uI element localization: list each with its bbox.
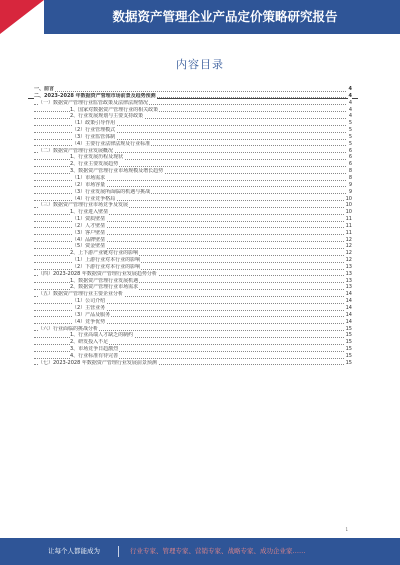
toc-entry-page: 4 (348, 106, 352, 113)
toc-entry-page: 11 (345, 222, 352, 229)
toc-entry-label: （六）行业面临的挑战分析 (38, 325, 99, 332)
toc-entry[interactable] (34, 326, 352, 333)
toc-entry-page: 15 (345, 346, 352, 353)
toc-entry-page: 9 (348, 181, 352, 188)
toc-entry-page: 15 (345, 339, 352, 346)
toc-entry[interactable] (34, 264, 352, 271)
toc-entry-page: 13 (345, 270, 352, 277)
toc-entry[interactable] (34, 209, 352, 216)
toc-entry-page: 14 (345, 311, 352, 318)
toc-entry[interactable] (34, 353, 352, 360)
toc-entry-page: 14 (345, 305, 352, 311)
toc-entry[interactable] (34, 250, 352, 257)
toc-entry[interactable] (34, 134, 352, 141)
toc-entry[interactable] (34, 168, 352, 175)
toc-entry-page: 13 (345, 277, 352, 284)
toc-entry-page: 10 (345, 202, 352, 209)
toc-entry-page: 6 (348, 147, 352, 154)
toc-entry-label: 2、行业发展规划与主要支持政策 (70, 113, 144, 120)
toc-entry-label: （2）下游行业对本行业的影响 (72, 263, 141, 270)
toc-entry-label: （四）2023-2028 年数据资产管理行业发展趋势分析 (38, 270, 157, 277)
toc-entry[interactable] (34, 216, 352, 223)
toc-entry-label: 2、研发投入不足 (70, 339, 109, 346)
toc-entry[interactable] (34, 154, 352, 161)
report-footer (0, 538, 400, 565)
brand-logo (0, 0, 44, 34)
toc-entry-page: 15 (345, 325, 352, 332)
toc-entry-page: 15 (345, 332, 352, 339)
toc-entry-label: 一、前言 (34, 86, 55, 92)
toc-entry[interactable] (34, 175, 352, 182)
toc-entry[interactable] (34, 243, 352, 250)
toc-entry[interactable] (34, 278, 352, 285)
toc-entry-label: （三）数据资产管理行业市场竞争及发展 (38, 202, 129, 209)
toc-entry-label: （2）主营业务 (72, 305, 106, 311)
footer-roles: 行业专家、管理专家、营销专家、战略专家、成功企业家…… (130, 547, 306, 555)
toc-entry[interactable] (34, 189, 352, 196)
toc-entry-page: 4 (348, 92, 352, 99)
toc-entry-page: 13 (345, 263, 352, 270)
table-of-contents (34, 86, 352, 367)
toc-entry-label: （4）行业竞争格局 (72, 195, 116, 202)
toc-entry[interactable] (34, 93, 352, 100)
toc-entry-label: （5）资金壁垒 (72, 243, 106, 250)
toc-entry[interactable] (34, 100, 352, 107)
toc-entry-label: （4）主要行业法律法规及行业标准 (72, 140, 151, 147)
toc-entry[interactable] (34, 291, 352, 298)
toc-entry-label: （二）数据资产管理行业发展概况 (38, 147, 114, 154)
report-header (0, 0, 400, 34)
toc-entry-page: 6 (348, 154, 352, 161)
toc-entry-label: （3）客户壁垒 (72, 229, 106, 236)
toc-entry[interactable] (34, 107, 352, 114)
toc-entry-page: 5 (348, 133, 352, 140)
toc-entry[interactable] (34, 223, 352, 230)
toc-entry[interactable] (34, 196, 352, 203)
toc-entry-label: 二、2023-2028 年数据资产管理市场前景及趋势预测 (34, 92, 156, 99)
toc-entry-page: 12 (345, 243, 352, 250)
toc-entry[interactable] (34, 312, 352, 319)
toc-entry-label: （3）行业发展所面临的机遇与挑战 (72, 188, 151, 195)
toc-entry-label: （1）政策引导作用 (72, 120, 116, 127)
toc-entry[interactable] (34, 346, 352, 353)
toc-entry-page: 10 (345, 209, 352, 216)
toc-entry-page: 14 (345, 298, 352, 305)
toc-entry-label: 4、行业标准有待完善 (70, 352, 119, 359)
toc-entry[interactable] (34, 298, 352, 305)
toc-entry-page: 6 (348, 161, 352, 168)
toc-entry[interactable] (34, 319, 352, 326)
toc-entry[interactable] (34, 339, 352, 346)
toc-entry-page: 4 (348, 86, 352, 92)
toc-entry-label: 1、行业高端人才缺乏的制约 (70, 332, 134, 339)
toc-entry[interactable] (34, 127, 352, 134)
toc-entry[interactable] (34, 271, 352, 278)
toc-entry-label: 2、行业主要发展趋势 (70, 161, 119, 168)
toc-entry-label: （一）数据资产管理行业监管政策及法律法规情况 (38, 99, 149, 106)
toc-entry-page: 4 (348, 99, 352, 106)
toc-entry-label: 2、上下游产业链对行业的影响 (70, 250, 139, 257)
toc-entry-page: 8 (348, 174, 352, 181)
toc-entry-page: 5 (348, 127, 352, 134)
toc-entry-label: （2）人才壁垒 (72, 222, 106, 229)
toc-entry[interactable] (34, 148, 352, 155)
toc-entry[interactable] (34, 182, 352, 189)
toc-entry-label: （七）2023-2028 年数据资产管理行业发展前景预测 (38, 359, 157, 366)
toc-entry[interactable] (34, 360, 352, 367)
toc-entry-page: 5 (348, 140, 352, 147)
toc-entry-label: （2）市场容量 (72, 181, 106, 188)
toc-entry-page: 9 (348, 188, 352, 195)
report-title: 数据资产管理企业产品定价策略研究报告 (112, 9, 338, 24)
toc-entry-label: （4）品牌壁垒 (72, 236, 106, 243)
toc-leader-dots (34, 91, 346, 92)
toc-entry-page: 13 (345, 284, 352, 291)
toc-entry-label: （3）产品及服务 (72, 311, 111, 318)
toc-entry-label: （1）上游行业对本行业的影响 (72, 257, 141, 264)
toc-entry[interactable] (34, 202, 352, 209)
toc-entry[interactable] (34, 113, 352, 120)
toc-entry-label: 1、行业进入壁垒 (70, 209, 109, 216)
toc-entry-label: 1、数据资产管理行业发展机遇 (70, 277, 139, 284)
toc-entry-page: 12 (345, 250, 352, 257)
toc-entry-label: （4）竞争优势 (72, 318, 106, 325)
toc-heading: 内容目录 (176, 58, 224, 71)
toc-entry[interactable] (34, 120, 352, 127)
toc-entry-page: 14 (345, 291, 352, 298)
toc-entry[interactable] (34, 230, 352, 237)
toc-entry-label: 2、数据资产管理行业市场需求 (70, 284, 139, 291)
toc-entry[interactable] (34, 284, 352, 291)
toc-entry[interactable] (34, 257, 352, 264)
toc-entry[interactable] (34, 305, 352, 312)
toc-entry[interactable] (34, 86, 352, 93)
footer-divider (118, 546, 119, 557)
toc-entry-label: 3、数据资产管理行业市场规模及增长趋势 (70, 168, 164, 175)
toc-entry-page: 12 (345, 257, 352, 264)
toc-entry-label: （2）行业管理模式 (72, 127, 116, 134)
toc-entry-page: 5 (348, 120, 352, 127)
toc-entry[interactable] (34, 332, 352, 339)
toc-entry[interactable] (34, 237, 352, 244)
toc-entry-page: 8 (348, 168, 352, 175)
toc-entry-label: （1）市场需求 (72, 174, 106, 181)
toc-entry-label: 1、行业发展历程及现状 (70, 154, 124, 161)
page-number: 1 (345, 527, 348, 532)
toc-entry-page: 15 (345, 359, 352, 366)
toc-entry-label: （3）行业监管体制 (72, 133, 116, 140)
toc-entry-page: 11 (345, 229, 352, 236)
toc-entry-page: 4 (348, 113, 352, 120)
toc-entry-page: 10 (345, 195, 352, 202)
toc-entry-label: 3、市场竞争日趋激烈 (70, 346, 119, 353)
toc-entry-label: （五）数据资产管理行业主要企业分析 (38, 291, 124, 298)
toc-entry[interactable] (34, 161, 352, 168)
toc-entry-label: （1）资质壁垒 (72, 216, 106, 223)
toc-entry[interactable] (34, 141, 352, 148)
toc-entry-page: 15 (345, 352, 352, 359)
footer-slogan: 让每个人都能成为 (48, 547, 100, 555)
toc-entry-label: 1、国家对数据资产管理行业的相关政策 (70, 106, 159, 113)
toc-entry-label: （1）公司介绍 (72, 298, 106, 305)
toc-entry-page: 14 (345, 318, 352, 325)
toc-entry-page: 12 (345, 236, 352, 243)
toc-entry-page: 11 (345, 216, 352, 223)
